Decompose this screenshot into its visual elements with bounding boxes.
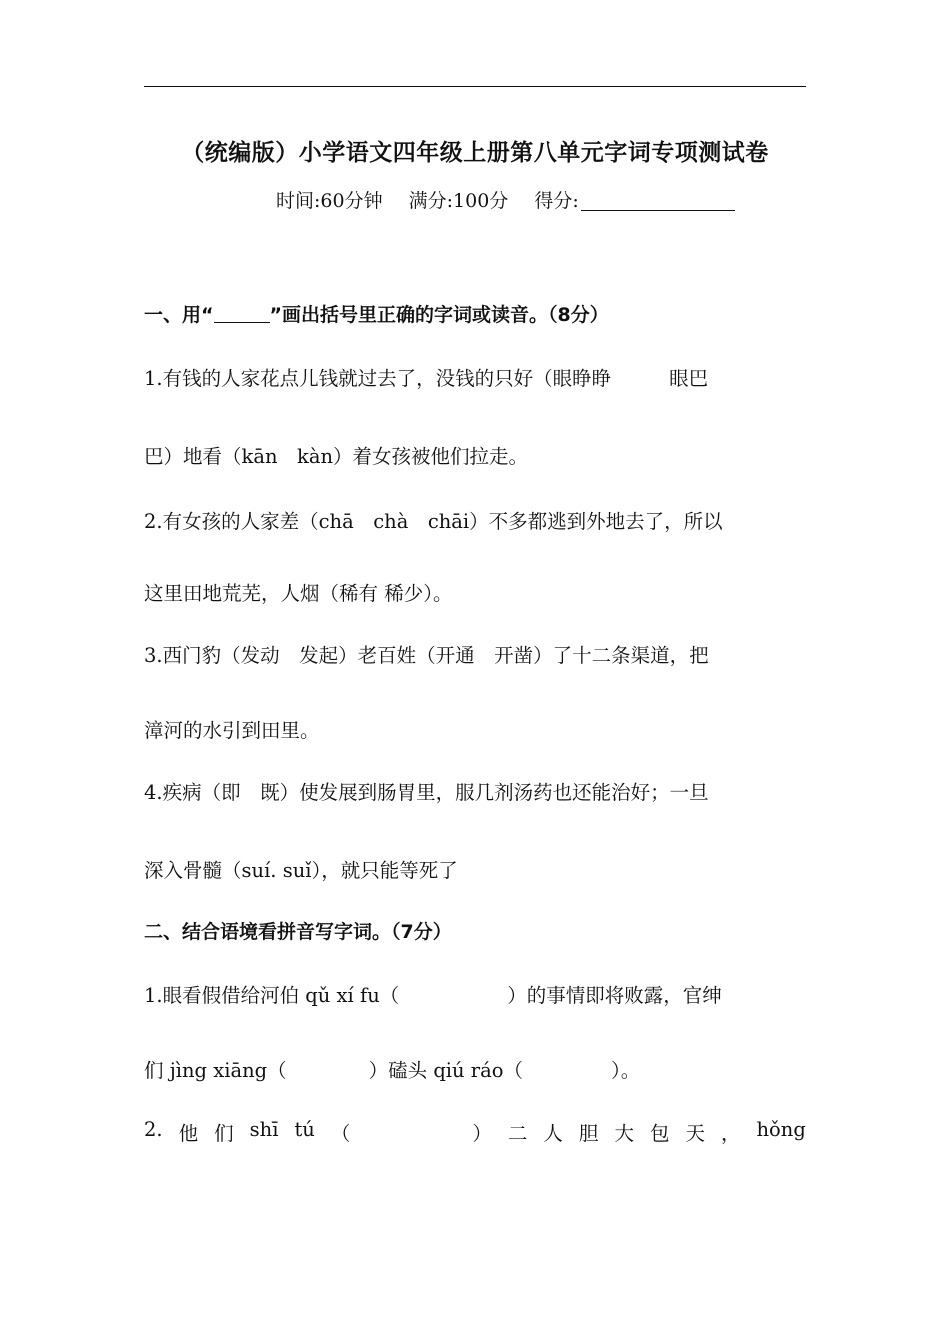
time-limit: 时间:60分钟 [276,190,383,212]
s2-q2-word: 包 [649,1122,670,1145]
exam-meta [276,186,755,213]
s2-q2-line1 [144,1118,806,1146]
score-label: 得分: [534,190,579,212]
s2-q2-word: tú [294,1118,315,1141]
section1-heading-post: ”画出括号里正确的字词或读音。（8分） [269,304,609,326]
s2-q2-word: 人 [543,1122,563,1145]
q3-line1: 3.西门豹（发动 发起）老百姓（开通 开凿）了十二条渠道，把 [144,644,709,667]
s2-q2-word: 2. [144,1118,163,1141]
q4-line2: 深入骨髓（suí. suǐ），就只能等死了 [144,859,458,882]
q2-line1: 2.有女孩的人家差（chā chà chāi）不多都逃到外地去了，所以 [144,510,723,533]
q3-line2: 漳河的水引到田里。 [144,719,320,742]
q1-text-a: 1.有钱的人家花点儿钱就过去了，没钱的只好（眼睁睁 [144,367,612,390]
q4-line1: 4.疾病（即 既）使发展到肠胃里，服几剂汤药也还能治好；一旦 [144,781,709,804]
s2-q2-word: 们 [214,1122,234,1145]
s2-q2-word: 胆 [578,1122,599,1145]
score-blank [581,190,735,211]
s2-q2-word: ， [720,1122,741,1145]
full-score: 满分:100分 [408,190,509,212]
q1-text-b: 眼巴 [669,367,709,390]
s2-q1-text-b: ）的事情即将败露，官绅 [507,984,722,1007]
page-title: （统编版）小学语文四年级上册第八单元字词专项测试卷 [181,140,769,166]
q1-line2: 巴）地看（kān kàn）着女孩被他们拉走。 [144,445,529,468]
s2-q2-word: 他 [178,1122,199,1145]
s2-q2-word: shī [249,1118,279,1141]
q2-line2: 这里田地荒芜，人烟（稀有 稀少）。 [144,582,453,605]
s2-q2-word: 大 [614,1122,634,1145]
s2-q2-word: 天 [685,1122,705,1145]
s2-q1-text-a: 1.眼看假借给河伯 qǔ xí fu（ [144,984,400,1007]
s2-q2-word: 二 [507,1122,528,1145]
s2-q2-word: （ [330,1122,351,1145]
s2-q1-text-e: ）。 [611,1059,641,1082]
top-rule [144,86,806,87]
s2-q2-word: ） [472,1122,492,1145]
underline-sample [214,304,270,323]
s2-q2-word: hǒng [756,1118,806,1141]
q1-line1 [144,363,708,391]
s2-q1-text-c: 们 jìng xiāng（ [144,1059,287,1082]
section1-heading [144,300,609,327]
section1-heading-pre: 一、用“ [144,304,214,326]
s2-q1-line2 [144,1055,640,1083]
section2-heading: 二、结合语境看拼音写字词。（7分） [144,921,452,943]
s2-q1-text-d: ）磕头 qiú ráo（ [368,1059,523,1082]
s2-q1-line1 [144,980,722,1008]
